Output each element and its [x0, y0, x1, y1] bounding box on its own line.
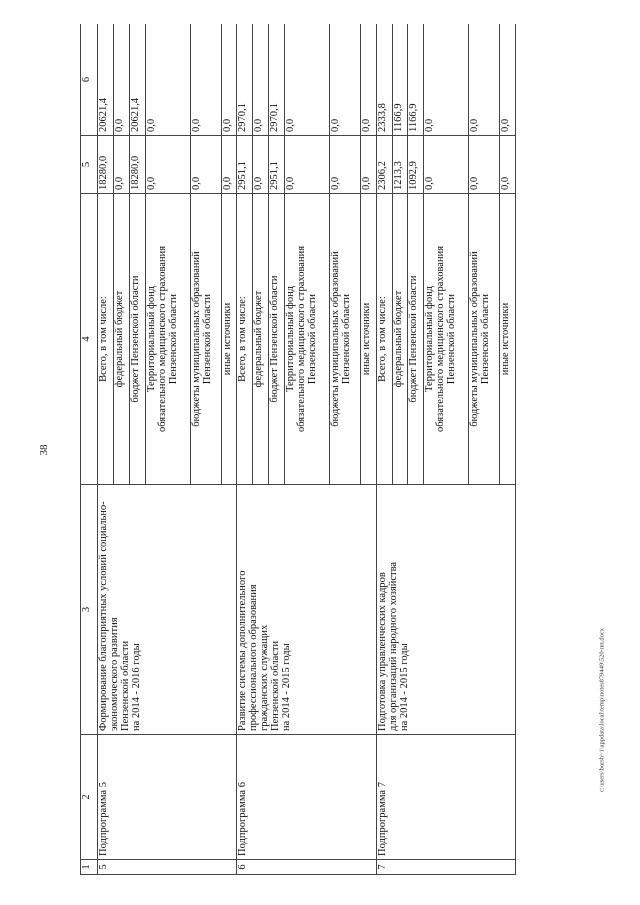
funding-source: Всего, в том числе: [376, 194, 392, 485]
value-col-6: 0,0 [253, 24, 269, 136]
value-col-6: 0,0 [330, 24, 361, 136]
subprogram-number: 5 [98, 860, 237, 875]
value-col-5: 0,0 [253, 136, 269, 194]
funding-source: бюджеты муниципальных образований Пензенской области [330, 194, 361, 485]
value-col-6: 0,0 [285, 24, 330, 136]
funding-source: иные источники [499, 194, 515, 485]
page-number: 38 [38, 444, 50, 456]
table-row [237, 24, 253, 875]
subprogram-name: Подпрограмма 7 [376, 735, 515, 860]
value-col-6: 0,0 [499, 24, 515, 136]
value-col-5: 0,0 [424, 136, 469, 194]
funding-source: Территориальный фонд обязательного медицинского страхования Пензенской области [145, 194, 190, 485]
subprogram-description: Подготовка управленческих кадров для организаций народного хозяйства на 2014 - 2015 годы [376, 485, 515, 735]
header-cell-5: 5 [81, 136, 98, 194]
value-col-5: 0,0 [191, 136, 222, 194]
value-col-6: 1166,9 [392, 24, 408, 136]
value-col-6: 20621,4 [98, 24, 114, 136]
value-col-6: 0,0 [191, 24, 222, 136]
funding-source: бюджет Пензенской области [408, 194, 424, 485]
value-col-6: 2333,8 [376, 24, 392, 136]
value-col-6: 1166,9 [408, 24, 424, 136]
funding-source: Территориальный фонд обязательного медицинского страхования Пензенской области [424, 194, 469, 485]
value-col-6: 2970,1 [237, 24, 253, 136]
value-col-5: 0,0 [221, 136, 237, 194]
subprogram-name: Подпрограмма 5 [98, 735, 237, 860]
table-body [81, 24, 516, 875]
value-col-5: 0,0 [114, 136, 130, 194]
funding-source: иные источники [360, 194, 376, 485]
value-col-6: 0,0 [469, 24, 500, 136]
value-col-6: 0,0 [114, 24, 130, 136]
value-col-5: 0,0 [499, 136, 515, 194]
table-row [376, 24, 392, 875]
subprogram-name: Подпрограмма 6 [237, 735, 376, 860]
value-col-5: 0,0 [330, 136, 361, 194]
value-col-5: 2306,2 [376, 136, 392, 194]
subprogram-description: Формирование благоприятных условий социально-экономического развития Пензенской области на 2014 - 2016 годы [98, 485, 237, 735]
funding-source: федеральный бюджет [253, 194, 269, 485]
value-col-5: 0,0 [469, 136, 500, 194]
value-col-5: 1213,3 [392, 136, 408, 194]
table-row [98, 24, 114, 875]
funding-source: федеральный бюджет [392, 194, 408, 485]
header-cell-4: 4 [81, 194, 98, 485]
value-col-5: 2951,1 [237, 136, 253, 194]
funding-source: бюджеты муниципальных образований Пензенской области [469, 194, 500, 485]
header-cell-3: 3 [81, 485, 98, 735]
value-col-6: 0,0 [221, 24, 237, 136]
value-col-5: 0,0 [360, 136, 376, 194]
value-col-5: 0,0 [145, 136, 190, 194]
funding-source: иные источники [221, 194, 237, 485]
funding-source: бюджет Пензенской области [130, 194, 146, 485]
landscape-content [80, 24, 516, 875]
header-cell-2: 2 [81, 735, 98, 860]
header-cell-6: 6 [81, 24, 98, 136]
value-col-5: 1092,9 [408, 136, 424, 194]
header-row [81, 24, 98, 875]
rotated-sheet [80, 24, 516, 875]
value-col-6: 0,0 [360, 24, 376, 136]
funding-table [80, 24, 516, 875]
value-col-5: 18280,0 [130, 136, 146, 194]
subprogram-number: 7 [376, 860, 515, 875]
funding-source: бюджеты муниципальных образований Пензенской области [191, 194, 222, 485]
funding-source: Всего, в том числе: [237, 194, 253, 485]
funding-source: бюджет Пензенской области [269, 194, 285, 485]
value-col-6: 0,0 [424, 24, 469, 136]
funding-source: Территориальный фонд обязательного медицинского страхования Пензенской области [285, 194, 330, 485]
footer-file-path: c:\users\borsh~1\appdata\local\temp\notes879449\520-пп.docx [598, 627, 606, 793]
value-col-5: 0,0 [285, 136, 330, 194]
header-cell-1: 1 [81, 860, 98, 875]
value-col-6: 0,0 [145, 24, 190, 136]
subprogram-number: 6 [237, 860, 376, 875]
value-col-6: 2970,1 [269, 24, 285, 136]
value-col-6: 20621,4 [130, 24, 146, 136]
subprogram-description: Развитие системы дополнительного профессионального образования гражданских служащих Пензенской области на 2014 - 2015 годы [237, 485, 376, 735]
funding-source: федеральный бюджет [114, 194, 130, 485]
value-col-5: 2951,1 [269, 136, 285, 194]
funding-source: Всего, в том числе: [98, 194, 114, 485]
value-col-5: 18280,0 [98, 136, 114, 194]
